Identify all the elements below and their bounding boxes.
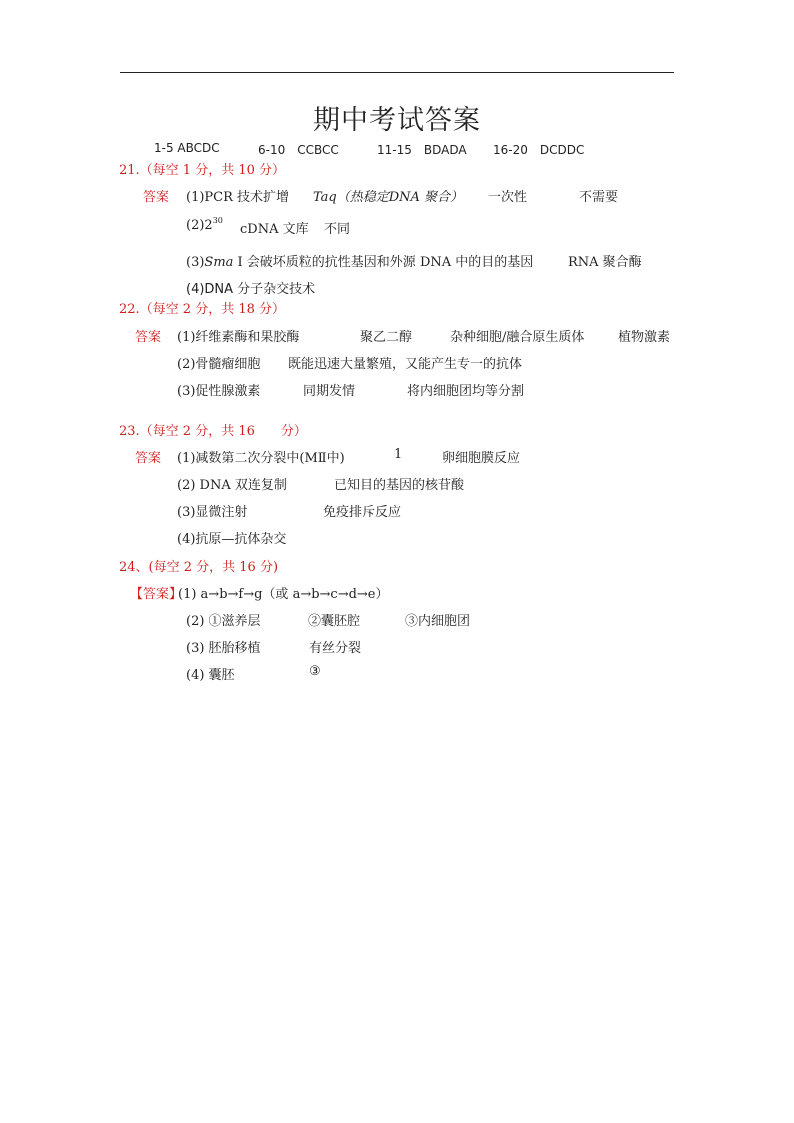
q22-header: 22.（每空 2 分，共 18 分） — [119, 302, 286, 317]
q23-line-1 — [135, 447, 555, 465]
q22-3a: (3)促性腺激素 — [177, 384, 261, 399]
q22-answer-label: 答案 — [135, 330, 162, 345]
page-title: 期中考试答案 — [313, 105, 481, 136]
q21-answer-label: 答案 — [143, 190, 170, 205]
q23-3b: 免疫排斥反应 — [323, 505, 402, 520]
q23-line-3 — [177, 501, 437, 519]
choice-answer-1-5: 1-5 ABCDC — [154, 141, 220, 155]
q22-line-3 — [177, 380, 577, 398]
q24-answer-label: 【答案】 — [130, 587, 183, 602]
q21-line-1 — [143, 186, 663, 204]
choice-answer-16-20: 16-20 DCDDC — [493, 143, 585, 157]
q22-3b: 同期发情 — [303, 384, 356, 399]
q23-2b: 已知目的基因的核苷酸 — [334, 478, 465, 493]
q23-line-4: (4)抗原—抗体杂交 — [177, 532, 287, 547]
q23-1c: 卵细胞膜反应 — [442, 451, 521, 466]
q23-3a: (3)显微注射 — [177, 505, 248, 520]
q22-1d: 植物激素 — [618, 330, 671, 345]
q21-3a — [186, 251, 533, 270]
q24-3a: (3) 胚胎移植 — [186, 641, 261, 656]
q21-2c: 不同 — [324, 222, 351, 237]
q21-1a: (1)PCR 技术扩增 — [186, 190, 290, 205]
q22-3c: 将内细胞团均等分割 — [407, 384, 525, 399]
q22-line-2 — [177, 353, 577, 371]
q24-1a: (1) a→b→f→g（或 a→b→c→d→e） — [178, 587, 389, 602]
q21-1b: Taq（热稳定DNA 聚合） — [313, 190, 464, 205]
q24-header: 24、(每空 2 分，共 16 分) — [119, 560, 279, 575]
q24-line-3 — [186, 637, 386, 655]
q21-1c: 一次性 — [488, 190, 528, 205]
q22-1b: 聚乙二醇 — [360, 330, 413, 345]
q21-1d: 不需要 — [579, 190, 619, 205]
q24-4b: ③ — [309, 664, 321, 679]
q21-3b: RNA 聚合酶 — [568, 255, 642, 270]
choice-answer-11-15: 11-15 BDADA — [377, 143, 467, 157]
q24-2b: ②囊胚腔 — [308, 614, 361, 629]
q21-2b: cDNA 文库 — [240, 222, 309, 237]
q21-line-4: (4)DNA 分子杂交技术 — [186, 282, 316, 297]
q22-2b: 既能迅速大量繁殖，又能产生专一的抗体 — [288, 357, 523, 372]
choice-answer-6-10: 6-10 CCBCC — [258, 143, 339, 157]
q23-answer-label: 答案 — [135, 451, 162, 466]
q24-2c: ③内细胞团 — [405, 614, 471, 629]
q23-line-2 — [177, 474, 507, 492]
q21-3a-rest: Ⅰ 会破坏质粒的抗性基因和外源 DNA 中的目的基因 — [233, 255, 534, 270]
q21-header: 21.（每空 1 分，共 10 分） — [119, 163, 286, 178]
q23-1a: (1)减数第二次分裂中(MⅡ中) — [177, 451, 345, 466]
q21-3a-prefix: (3) — [186, 255, 205, 270]
q23-header: 23.（每空 2 分，共 16 分） — [119, 424, 307, 439]
q24-line-1 — [130, 583, 450, 601]
q22-2a: (2)骨髓瘤细胞 — [177, 357, 261, 372]
q21-2a-base: (2)2 — [186, 218, 213, 233]
q24-4a: (4) 囊胚 — [186, 668, 235, 683]
q24-3b: 有丝分裂 — [309, 641, 362, 656]
q21-line-3 — [186, 251, 646, 269]
header-rule — [120, 72, 674, 73]
q22-line-1 — [135, 326, 675, 344]
q23-2a: (2) DNA 双连复制 — [177, 478, 287, 493]
q24-2a: (2) ①滋养层 — [186, 614, 261, 629]
q21-3a-italic: Sma — [204, 255, 234, 270]
q21-2a — [186, 218, 223, 233]
q23-1b: 1 — [394, 447, 403, 462]
q21-2a-exponent: 30 — [212, 216, 223, 225]
q22-1c: 杂种细胞/融合原生质体 — [450, 330, 585, 345]
q21-line-2 — [186, 218, 486, 238]
q24-line-2 — [186, 610, 486, 628]
q24-line-4 — [186, 664, 346, 682]
q22-1a: (1)纤维素酶和果胶酶 — [177, 330, 300, 345]
